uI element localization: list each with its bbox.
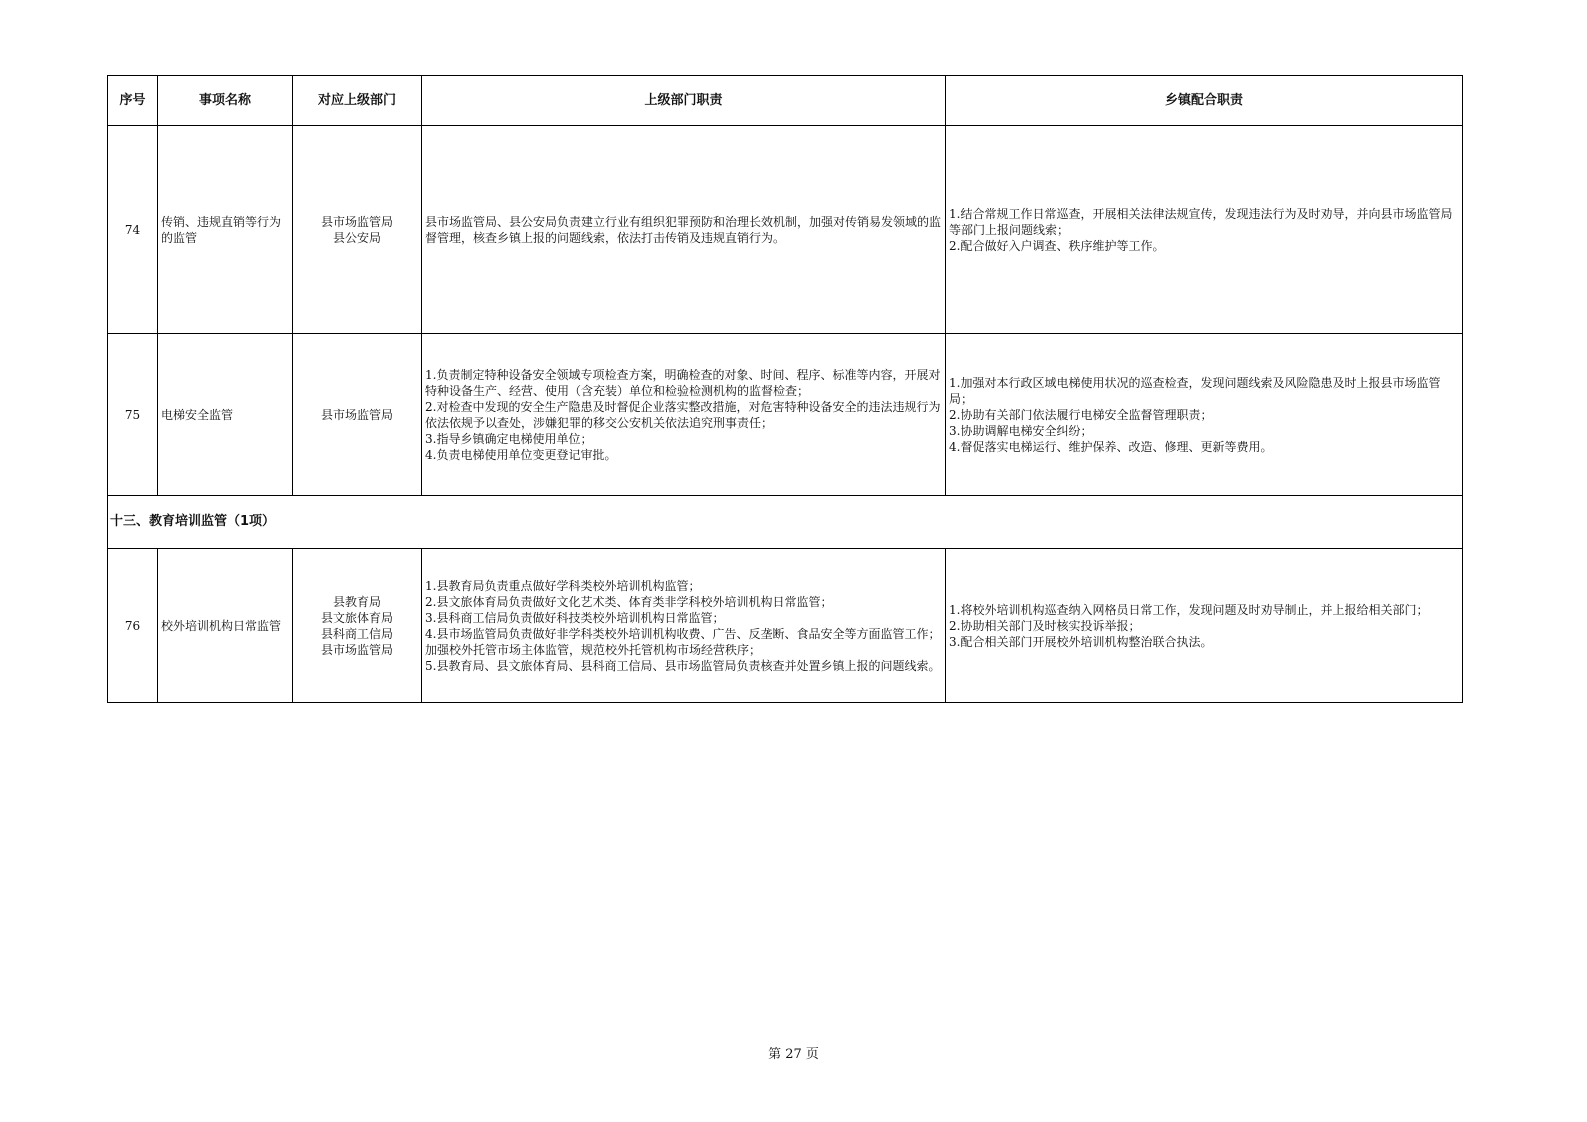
duty-line: 县市场监管局、县公安局负责建立行业有组织犯罪预防和治理长效机制，加强对传销易发领域的监督管理，核查乡镇上报的问题线索，依法打击传销及违规直销行为。 bbox=[425, 214, 942, 245]
row-superior-duty bbox=[422, 549, 946, 703]
row-item-name: 电梯安全监管 bbox=[158, 334, 293, 496]
row-item-name: 传销、违规直销等行为的监管 bbox=[158, 126, 293, 334]
dept-line: 县市场监管局 bbox=[320, 642, 393, 657]
page-number: 第 27 页 bbox=[768, 1047, 819, 1062]
row-superior-duty bbox=[422, 334, 946, 496]
duty-line: 4.督促落实电梯运行、维护保养、改造、修理、更新等费用。 bbox=[949, 439, 1273, 454]
dept-line: 县市场监管局 bbox=[320, 407, 393, 422]
duty-line: 1.负责制定特种设备安全领域专项检查方案，明确检查的对象、时间、程序、标准等内容，开展对特种设备生产、经营、使用（含充装）单位和检验检测机构的监督检查； bbox=[425, 367, 941, 398]
row-depts bbox=[293, 334, 422, 496]
table-row bbox=[108, 549, 1463, 703]
duty-line: 2.配合做好入户调查、秩序维护等工作。 bbox=[949, 238, 1165, 253]
row-seq: 75 bbox=[108, 334, 158, 496]
duty-line: 3.配合相关部门开展校外培训机构整治联合执法。 bbox=[949, 634, 1213, 649]
dept-line: 县市场监管局 bbox=[320, 214, 393, 229]
table-row bbox=[108, 334, 1463, 496]
dept-line: 县教育局 bbox=[332, 594, 381, 609]
duty-line: 4.县市场监管局负责做好非学科类校外培训机构收费、广告、反垄断、食品安全等方面监管工作；加强校外托管市场主体监管，规范校外托管机构市场经营秩序； bbox=[425, 626, 941, 657]
row-township-duty bbox=[946, 334, 1463, 496]
dept-line: 县公安局 bbox=[332, 230, 381, 245]
duty-line: 1.县教育局负责重点做好学科类校外培训机构监管； bbox=[425, 578, 701, 593]
row-item-name: 校外培训机构日常监管 bbox=[158, 549, 293, 703]
row-seq: 76 bbox=[108, 549, 158, 703]
duty-line: 2.县文旅体育局负责做好文化艺术类、体育类非学科校外培训机构日常监管； bbox=[425, 594, 833, 609]
header-superior-duty: 上级部门职责 bbox=[422, 76, 946, 126]
header-row bbox=[108, 76, 1463, 126]
section-heading: 十三、教育培训监管（1项） bbox=[108, 496, 1463, 549]
row-seq: 74 bbox=[108, 126, 158, 334]
row-township-duty bbox=[946, 549, 1463, 703]
row-township-duty bbox=[946, 126, 1463, 334]
duty-line: 2.对检查中发现的安全生产隐患及时督促企业落实整改措施，对危害特种设备安全的违法违规行为依法依规予以查处，涉嫌犯罪的移交公安机关依法追究刑事责任； bbox=[425, 399, 941, 430]
duty-line: 5.县教育局、县文旅体育局、县科商工信局、县市场监管局负责核查并处置乡镇上报的问题线索。 bbox=[425, 658, 941, 673]
duty-line: 3.协助调解电梯安全纠纷； bbox=[949, 423, 1093, 438]
dept-line: 县文旅体育局 bbox=[320, 610, 393, 625]
row-depts bbox=[293, 549, 422, 703]
row-superior-duty bbox=[422, 126, 946, 334]
duty-line: 1.加强对本行政区域电梯使用状况的巡查检查，发现问题线索及风险隐患及时上报县市场监管局； bbox=[949, 375, 1441, 406]
row-depts bbox=[293, 126, 422, 334]
duty-line: 3.指导乡镇确定电梯使用单位； bbox=[425, 431, 593, 446]
duty-line: 1.结合常规工作日常巡查，开展相关法律法规宣传，发现违法行为及时劝导，并向县市场监管局等部门上报问题线索； bbox=[949, 206, 1453, 237]
header-seq: 序号 bbox=[108, 76, 158, 126]
section-row bbox=[108, 496, 1463, 549]
duty-table bbox=[107, 75, 1463, 703]
duty-line: 2.协助有关部门依法履行电梯安全监督管理职责； bbox=[949, 407, 1213, 422]
duty-line: 4.负责电梯使用单位变更登记审批。 bbox=[425, 447, 617, 462]
duty-line: 3.县科商工信局负责做好科技类校外培训机构日常监管； bbox=[425, 610, 725, 625]
dept-line: 县科商工信局 bbox=[320, 626, 393, 641]
header-superior-dept: 对应上级部门 bbox=[293, 76, 422, 126]
header-item-name: 事项名称 bbox=[158, 76, 293, 126]
table-row bbox=[108, 126, 1463, 334]
header-township-duty: 乡镇配合职责 bbox=[946, 76, 1463, 126]
duty-line: 2.协助相关部门及时核实投诉举报； bbox=[949, 618, 1141, 633]
duty-line: 1.将校外培训机构巡查纳入网格员日常工作，发现问题及时劝导制止，并上报给相关部门； bbox=[949, 602, 1429, 617]
